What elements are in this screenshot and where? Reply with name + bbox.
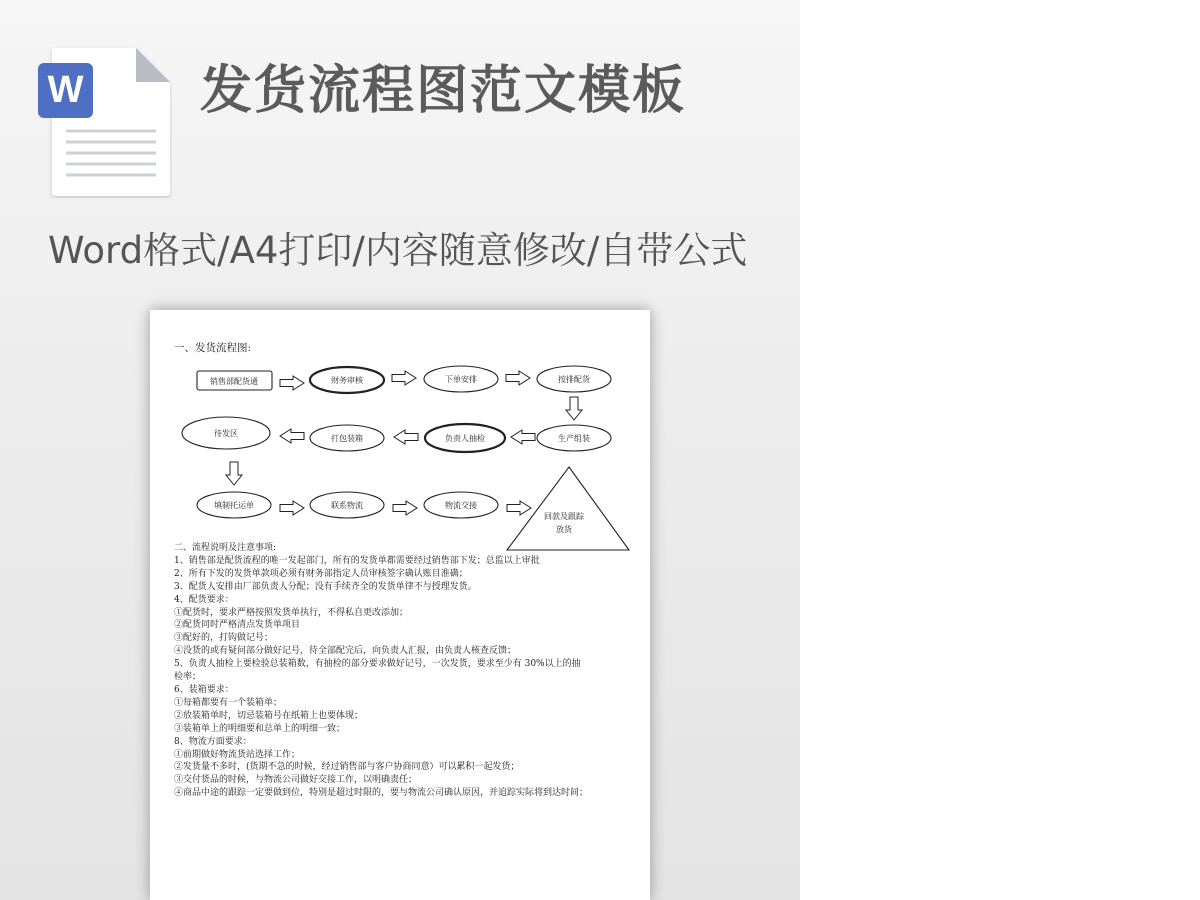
section1-title: 一、发货流程图: — [174, 342, 252, 354]
flow-arrow — [280, 429, 304, 443]
note-line: ②放装箱单时，切忌装箱号在纸箱上也要体现； — [174, 710, 364, 721]
note-line: ①配货时，要求严格按照发货单执行，不得私自更改添加； — [174, 607, 409, 618]
flow-arrow — [392, 371, 416, 385]
flow-arrow — [280, 501, 304, 515]
flow-arrow — [393, 501, 417, 515]
note-line: ④没货的或有疑问部分做好记号，待全部配完后，向负责人汇报，由负责人核查反馈； — [174, 646, 517, 657]
note-line: ②发货量不多时，(货期不急的时候，经过销售部与客户协商同意）可以累积一起发货； — [174, 762, 520, 773]
note-line: 3、配货人安排由厂部负责人分配；没有手续齐全的发货单律不与授理发货。 — [174, 581, 477, 592]
note-line: ③交付货品的时候，与物流公司做好交接工作，以明确责任； — [174, 775, 418, 786]
notes-section — [174, 542, 634, 800]
flow-label-sales: 销售部配货通 — [210, 377, 258, 386]
flow-label-order: 下单安排 — [445, 375, 477, 384]
word-document-icon — [36, 46, 172, 198]
flow-label-assembly: 生产组装 — [558, 434, 590, 443]
note-line: ②配货同时严格清点发货单项目 — [174, 620, 301, 631]
note-line: 5、负责人抽检上要检验总装箱数，有抽检的部分要求做好记号，一次发货，要求至少有 30%以上的抽 — [174, 659, 581, 670]
flowchart — [150, 310, 650, 560]
note-line: 2、所有下发的发货单款项必须有财务部指定人员审核签字确认账目准确； — [174, 568, 468, 579]
flow-arrow — [226, 462, 242, 485]
page-subtitle: Word格式/A4打印/内容随意修改/自带公式 — [48, 229, 748, 272]
note-line: 6、装箱要求： — [174, 684, 234, 695]
note-line: 检率； — [174, 672, 202, 683]
page-title: 发货流程图范文模板 — [200, 61, 687, 121]
note-line: 8、物流方面要求： — [174, 736, 252, 747]
flow-label-logistics: 联系物流 — [331, 501, 363, 510]
flow-label-finance: 财务审核 — [331, 376, 363, 385]
note-line: ③配好的，打钩做记号； — [174, 633, 274, 644]
note-line: ④商品中途的跟踪一定要做到位，特别是超过时限的，要与物流公司确认原因，并追踪实际将到达时间； — [174, 788, 589, 799]
flow-arrow — [511, 430, 535, 444]
word-letter: W — [47, 69, 84, 111]
flow-arrow — [507, 501, 531, 515]
note-line: ③装箱单上的明细要和总单上的明细一致； — [174, 723, 346, 734]
flow-label-handover: 物流交接 — [445, 501, 477, 510]
flow-label-release: 放货 — [556, 525, 572, 534]
flow-arrow — [506, 371, 530, 385]
document-preview — [150, 310, 650, 900]
flow-label-waiting: 待发区 — [214, 429, 238, 438]
flow-label-allocate: 按排配货 — [558, 375, 590, 384]
flow-arrow — [280, 376, 304, 390]
flow-arrow — [566, 397, 582, 420]
note-line: 4、配货要求： — [174, 594, 234, 605]
section2-title: 二、流程说明及注意事项: — [174, 543, 277, 553]
flow-label-payment: 回款及跟踪 — [544, 512, 584, 521]
note-line: 1、销售部是配货流程的唯一发起部门，所有的发货单都需要经过销售部下发；总监以上审批 — [174, 555, 540, 566]
flow-arrow — [394, 430, 418, 444]
note-line: ①前期做好物流货站选择工作； — [174, 749, 301, 760]
flow-label-waybill: 填制托运单 — [214, 501, 254, 510]
flow-label-packing: 打包装箱 — [331, 434, 363, 443]
flow-label-inspect: 负责人抽检 — [445, 434, 485, 443]
note-line: ①每箱都要有一个装箱单； — [174, 697, 283, 708]
